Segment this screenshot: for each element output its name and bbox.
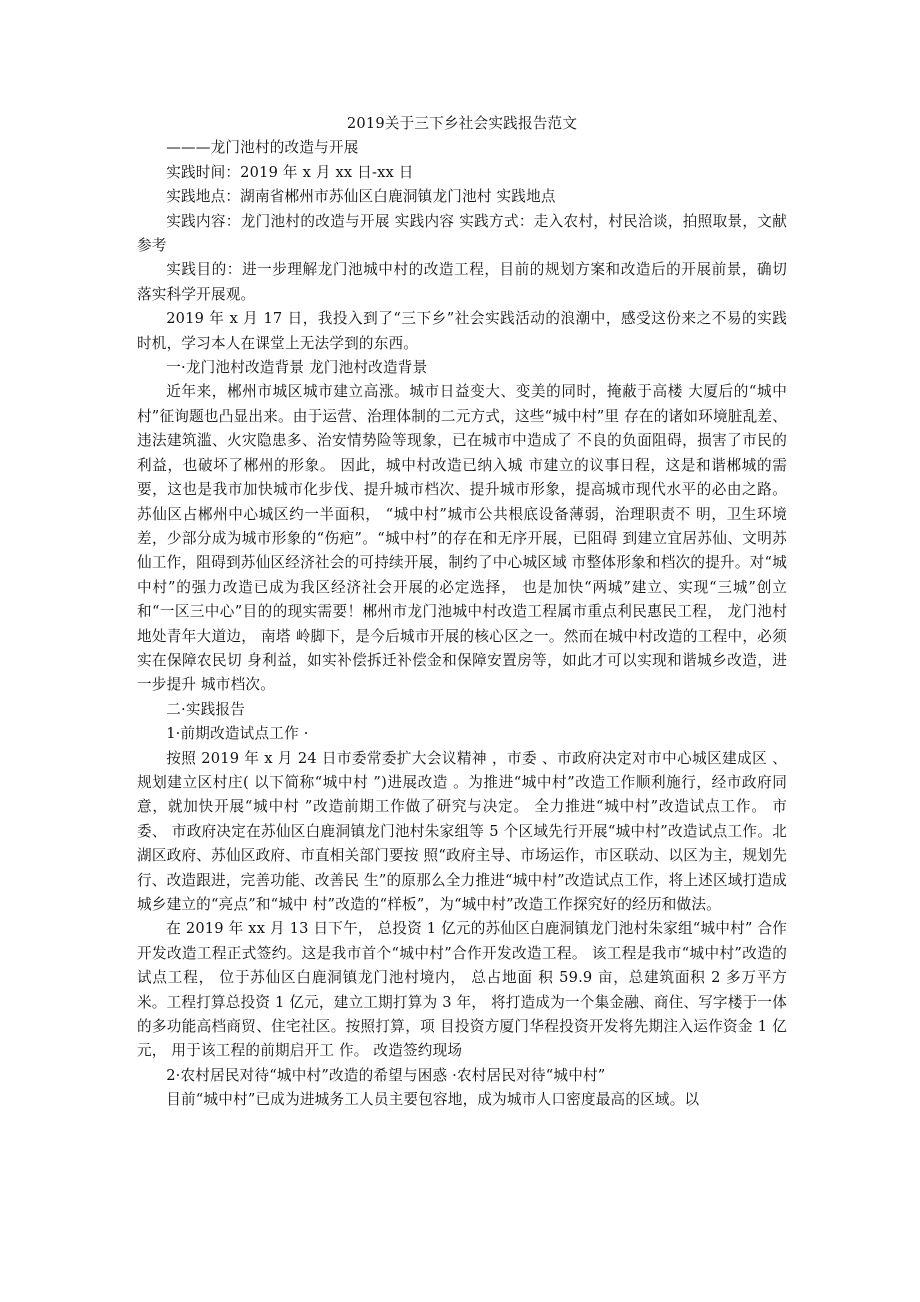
section1-heading: 一·龙门池村改造背景 龙门池村改造背景: [166, 359, 428, 377]
subsection1-paragraph-2: 在 2019 年 xx 月 13 日下午， 总投资 1 亿元的苏仙区白鹿洞镇龙门池村朱家组“城中村” 合作开发改造工程正式签约。这是我市首个“城中村”合作开发改造工程。 该工程是我市“城中村”改造的试点工程， 位于苏仙区白鹿洞镇龙门池村境内， 总占地面 积 59.9 亩，总建筑面积 2 多万平方米。工程打算总投资 1 亿元，建立工期打算为 3 年， 将打造成为一个集金融、商住、写字楼于一体的多功能高档商贸、住宅社区。按照打算，项 目投资方厦门华程投资开发将先期注入运作资金 1 亿元， 用于该工程的前期启开工 作。 改造签约现场: [137, 920, 787, 1060]
section1-body: 近年来，郴州市城区城市建立高涨。城市日益变大、变美的同时，掩蔽于高楼 大厦后的“城中村”征询题也凸显出来。由于运营、治理体制的二元方式，这些“城中村”里 存在的诸如环境脏乱差、违法建筑滥、火灾隐患多、治安情势险等现象，已在城市中造成了 不良的负面阻碍，损害了市民的利益，也破坏了郴州的形象。 因此，城中村改造已纳入城 市建立的议事日程，这是和谐郴城的需要，这也是我市加快城市化步伐、提升城市档次、提升城市形象，提高城市现代水平的必由之路。 苏仙区占郴州中心城区约一半面积， “城中村”城市公共根底设备薄弱，治理职责不 明，卫生环境差，少部分成为城市形象的“伤疤”。“城中村”的存在和无序开展，已阻碍 到建立宜居苏仙、文明苏仙工作，阻碍到苏仙区经济社会的可持续开展，制约了中心城区域 市整体形象和档次的提升。对“城中村”的强力改造已成为我区经济社会开展的必定选择， 也是加快“两城”建立、实现“三城”创立和“一区三中心”目的的现实需要！郴州市龙门池城中村改造工程属市重点利民惠民工程， 龙门池村地处青年大道边， 南塔 岭脚下，是今后城市开展的核心区之一。然而在城中村改造的工程中，必须实在保障农民切 身利益，如实补偿拆迁补偿金和保障安置房等，如此才可以实现和谐城乡改造，进一步提升 城市档次。: [137, 383, 787, 694]
subsection1-paragraph-1: 按照 2019 年 x 月 24 日市委常委扩大会议精神 ，市委 、市政府决定对市中心城区建成区 、规划建立区村庄( 以下简称“城中村 ”)进展改造 。为推进“城中村”改造工作顺利施行，经市政府同意，就加快开展“城中村 ”改造前期工作做了研究与决定。 全力推进“城中村”改造试点工作。 市委、 市政府决定在苏仙区白鹿洞镇龙门池村朱家组等 5 个区域先行开展“城中村”改造试点工作。北湖区政府、苏仙区政府、市直相关部门要按 照“政府主导、市场运作，市区联动、以区为主，规划先行、改造跟进，完善功能、改善民 生”的原那么全力推进“城中村”改造试点工作，将上述区域打造成城乡建立的“亮点”和“城中 村”改造的“样板”，为“城中村”改造工作探究好的经历和做法。: [137, 749, 787, 913]
intro-paragraph: 2019 年 x 月 17 日，我投入到了“三下乡”社会实践活动的浪潮中，感受这份来之不易的实践时机，学习本人在课堂上无法学到的东西。: [137, 310, 787, 352]
document-subtitle: ———龙门池村的改造与开展: [166, 139, 359, 157]
practice-content: 实践内容：龙门池村的改造与开展 实践内容 实践方式：走入农村，村民洽谈，拍照取景，文献参考: [137, 212, 787, 255]
practice-purpose: 实践目的：进一步理解龙门池城中村的改造工程，目前的规划方案和改造后的开展前景，确切落实科学开展观。: [137, 261, 787, 303]
practice-time: 实践时间：2019 年 x 月 xx 日-xx 日: [166, 163, 414, 181]
subsection2-paragraph-1: 目前“城中村”已成为进城务工人员主要包容地，成为城市人口密度最高的区域。以: [166, 1091, 700, 1109]
document-title: 2019关于三下乡社会实践报告范文: [346, 115, 578, 132]
practice-place: 实践地点：湖南省郴州市苏仙区白鹿洞镇龙门池村 实践地点: [166, 188, 556, 206]
subsection1-heading: 1·前期改造试点工作 ·: [166, 725, 309, 743]
subsection2-heading: 2·农村居民对待“城中村”改造的希望与困惑 ·农村居民对待“城中村”: [166, 1066, 606, 1084]
document-page: [137, 112, 787, 1113]
section2-heading: 二·实践报告: [166, 700, 245, 718]
